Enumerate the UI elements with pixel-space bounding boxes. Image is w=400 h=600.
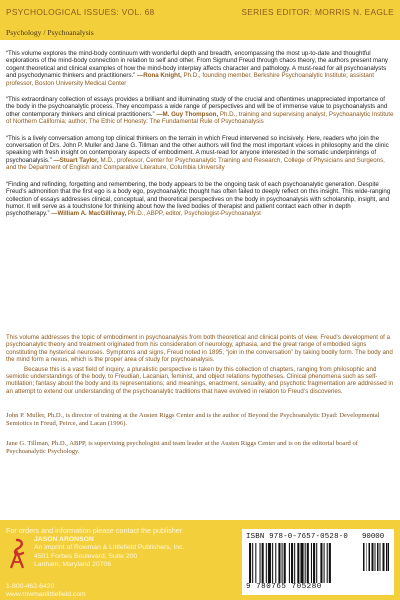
barcode-bar [297,543,299,583]
review-quote: “This is a lively conversation among top clinical thinkers on the terrain in which Freud intervened so incisively. Here, readers who join the conversation of Drs. John P. Muller and Jane G. Tillman and the other authors will find the most important voices in philosophy and the clinic speaking with fresh insight on contemporary aspects of embodiment. A must-read for anyone interested in the somatic underpinnings of psychoanalysis.” [6,134,389,164]
barcode-bar [385,543,386,571]
price-addon-digits: 90000 [362,533,385,541]
barcode-bar [377,543,378,571]
publisher-name: JASON ARONSON [34,536,94,543]
barcode-bar [300,543,303,583]
barcode-bar [272,543,273,583]
barcode-bar [255,543,256,583]
barcode-bar [311,543,312,583]
barcode-bar [268,543,271,583]
reviews-section [6,50,394,227]
barcode-bar [324,543,325,583]
barcode-bar [275,543,276,583]
barcode-bar [369,543,370,571]
review-credit: M.D., professor, Center for Psychoanalytic Training and Research, College of Physicians and Surgeons, and the Department of English and Comparative Literature, Columbia University [6,156,385,172]
barcode-bar [386,543,387,571]
barcode-bar [294,543,295,583]
review-author: —William A. MacGillivray, [51,210,127,218]
review-credit: Ph.D., founding member, Berkshire Psychoanalytic Institute; assistant professor, Boston University Medical Center [6,72,374,87]
barcode-bar [291,543,293,583]
barcode-addon-icon [362,543,390,571]
barcode-bar [382,543,383,571]
isbn-label: ISBN 978-0-7657-0528-0 [246,533,348,541]
review-author: —Rona Knight, [137,72,182,80]
barcode-bar [365,543,366,571]
review-quote: “This extraordinary collection of essays provides a brilliant and illuminating study of the crucial and oftentimes unappreciated importance of the body in the psychoanalytic process. They encompass a wide range of perspectives and will be of immense value to psychoanalysts and other contemporary thinkers and clinical practitioners.” [6,96,388,118]
review-quote: “This volume explores the mind-body continuum with wonderful depth and breadth, encompassing the most up-to-date and thoughtful explorations of the mind-body connection in relation to self and other. From Sigmund Freud through chaos theory, the authors present many cogent theoretical and clinical examples of how the mind-body interplay affects character and pathology. A must-read for all psychoanalysts and psychodynamic thinkers and practitioners.” [6,50,389,80]
review-quote: “Finding and refinding, forgetting and remembering, the body appears to be the ongoing task of each psychoanalytic generation. Despite Freud’s admonition that the first ego is a body ego, psychoanalytic thought has often failed to deeply reflect on this insight. This wide-ranging collection of essays addresses clinical, conceptual, and theoretical perspectives on the body in psychoanalysis with scholarship, insight, and humor. It will serve as a touchstone for thinking about how the lived bodies of therapist and patient contact each other in depth psychotherapy.” [6,180,391,218]
barcode-bar [368,543,369,571]
publisher-phone: 1-800-462-6420 [6,583,55,590]
publisher-contact [6,583,86,600]
review-credit: Ph.D., ABPP, editor, Psychologist-Psychoanalyst [126,210,261,218]
barcode-bar [363,543,364,571]
ean-digits: 9 780765 705280 [246,583,322,591]
barcode-bar [388,543,390,571]
series-title: PSYCHOLOGICAL ISSUES: VOL. 68 [6,7,155,17]
barcode-bar [316,543,317,583]
review [6,181,394,218]
barcode-bar [282,543,283,583]
description-paragraph: Because this is a vast field of inquiry, a pluralistic perspective is taken by this collection of chapters, ranging from philosophic and semiotic understandings of the body, to Freudian, Lacanian, feminist, and object relations hypotheses. Clinical phenomena such as self-mutilation; fantasy about the body and its representations; and meanings, enactment, sexuality, and psychotic fragmentation are addressed in an attempt to extend our understanding of the psychoanalytic traditions that have evolved in relation to Freud’s discoveries. [6,365,394,395]
barcode-bar [329,543,331,583]
review [6,50,394,87]
book-description [6,334,394,397]
description-paragraph: This volume addresses the topic of embodiment in psychoanalysis from both theoretical and clinical points of view. Freud’s development of a psychoanalytic theory and treatment originated from his consideration of neurology, aphasia, and the great range of embodied signs constituting the hysterical neuroses. Symptoms and signs, Freud noted in 1895, “join in the conversation” by taking bodily form. The body and the mind form a nexus, which is the proper area of study for psychoanalysis. [6,334,393,364]
barcode-bar [307,543,309,583]
barcode-bar [374,543,375,571]
review-author: —Stuart Taylor, [53,156,99,164]
barcode-bar [376,543,377,571]
category-label: Psychology / Psychoanalysis [6,28,94,37]
barcode-bar [313,543,315,583]
barcode-bar [383,543,384,571]
barcode-icon [248,543,358,583]
header-band [0,0,400,40]
publisher-logo-icon [6,538,28,570]
publisher-imprint: An imprint of Rowman & Littlefield Publishers, Inc. [34,544,185,552]
barcode-panel [242,529,394,595]
barcode-bar [371,543,372,571]
barcode-bar [284,543,286,583]
barcode-bar [327,543,328,583]
barcode-bar [372,543,374,571]
barcode-bar [266,543,267,583]
publisher-address: 4501 Forbes Boulevard, Suite 200 [34,552,138,560]
barcode-bar [249,543,251,583]
review-author: —M. Guy Thompson, [156,110,219,118]
author-bio: John P. Muller, Ph.D., is director of training at the Austen Riggs Center and is the author of Beyond the Psychoanalytic Dyad: Developmental Semiotics in Freud, Peirce, and Lacan (1996). [6,412,380,428]
barcode-bar [305,543,306,583]
barcode-bar [379,543,380,571]
review [6,135,394,172]
barcode-bar [380,543,381,571]
barcode-bar [252,543,253,583]
review [6,96,394,126]
publisher-website: www.rowmanlittlefield.com [6,591,86,599]
orders-note: For orders and information please contact the publisher [6,526,183,535]
series-editor: SERIES EDITOR: MORRIS N. EAGLE [241,7,394,17]
author-bio: Jane G. Tillman, Ph.D., ABPP, is supervising psychologist and team leader at the Austen Riggs Center and is on the editorial board of Psychoanalytic Psychology. [6,440,358,456]
barcode-bar [262,543,264,583]
review-credit: Ph.D., training and supervising analyst, Psychoanalytic Institute of Northern California; author, The Ethic of Honesty: The Fundamental Rule of Psychoanalysis [6,110,394,126]
barcode-bar [320,543,322,583]
publisher-city: Lanham, Maryland 20706 [34,560,112,568]
barcode-bar [260,543,261,583]
barcode-bar [278,543,280,583]
barcode-bar [289,543,290,583]
barcode-bar [366,543,367,571]
publisher-info [34,536,184,569]
